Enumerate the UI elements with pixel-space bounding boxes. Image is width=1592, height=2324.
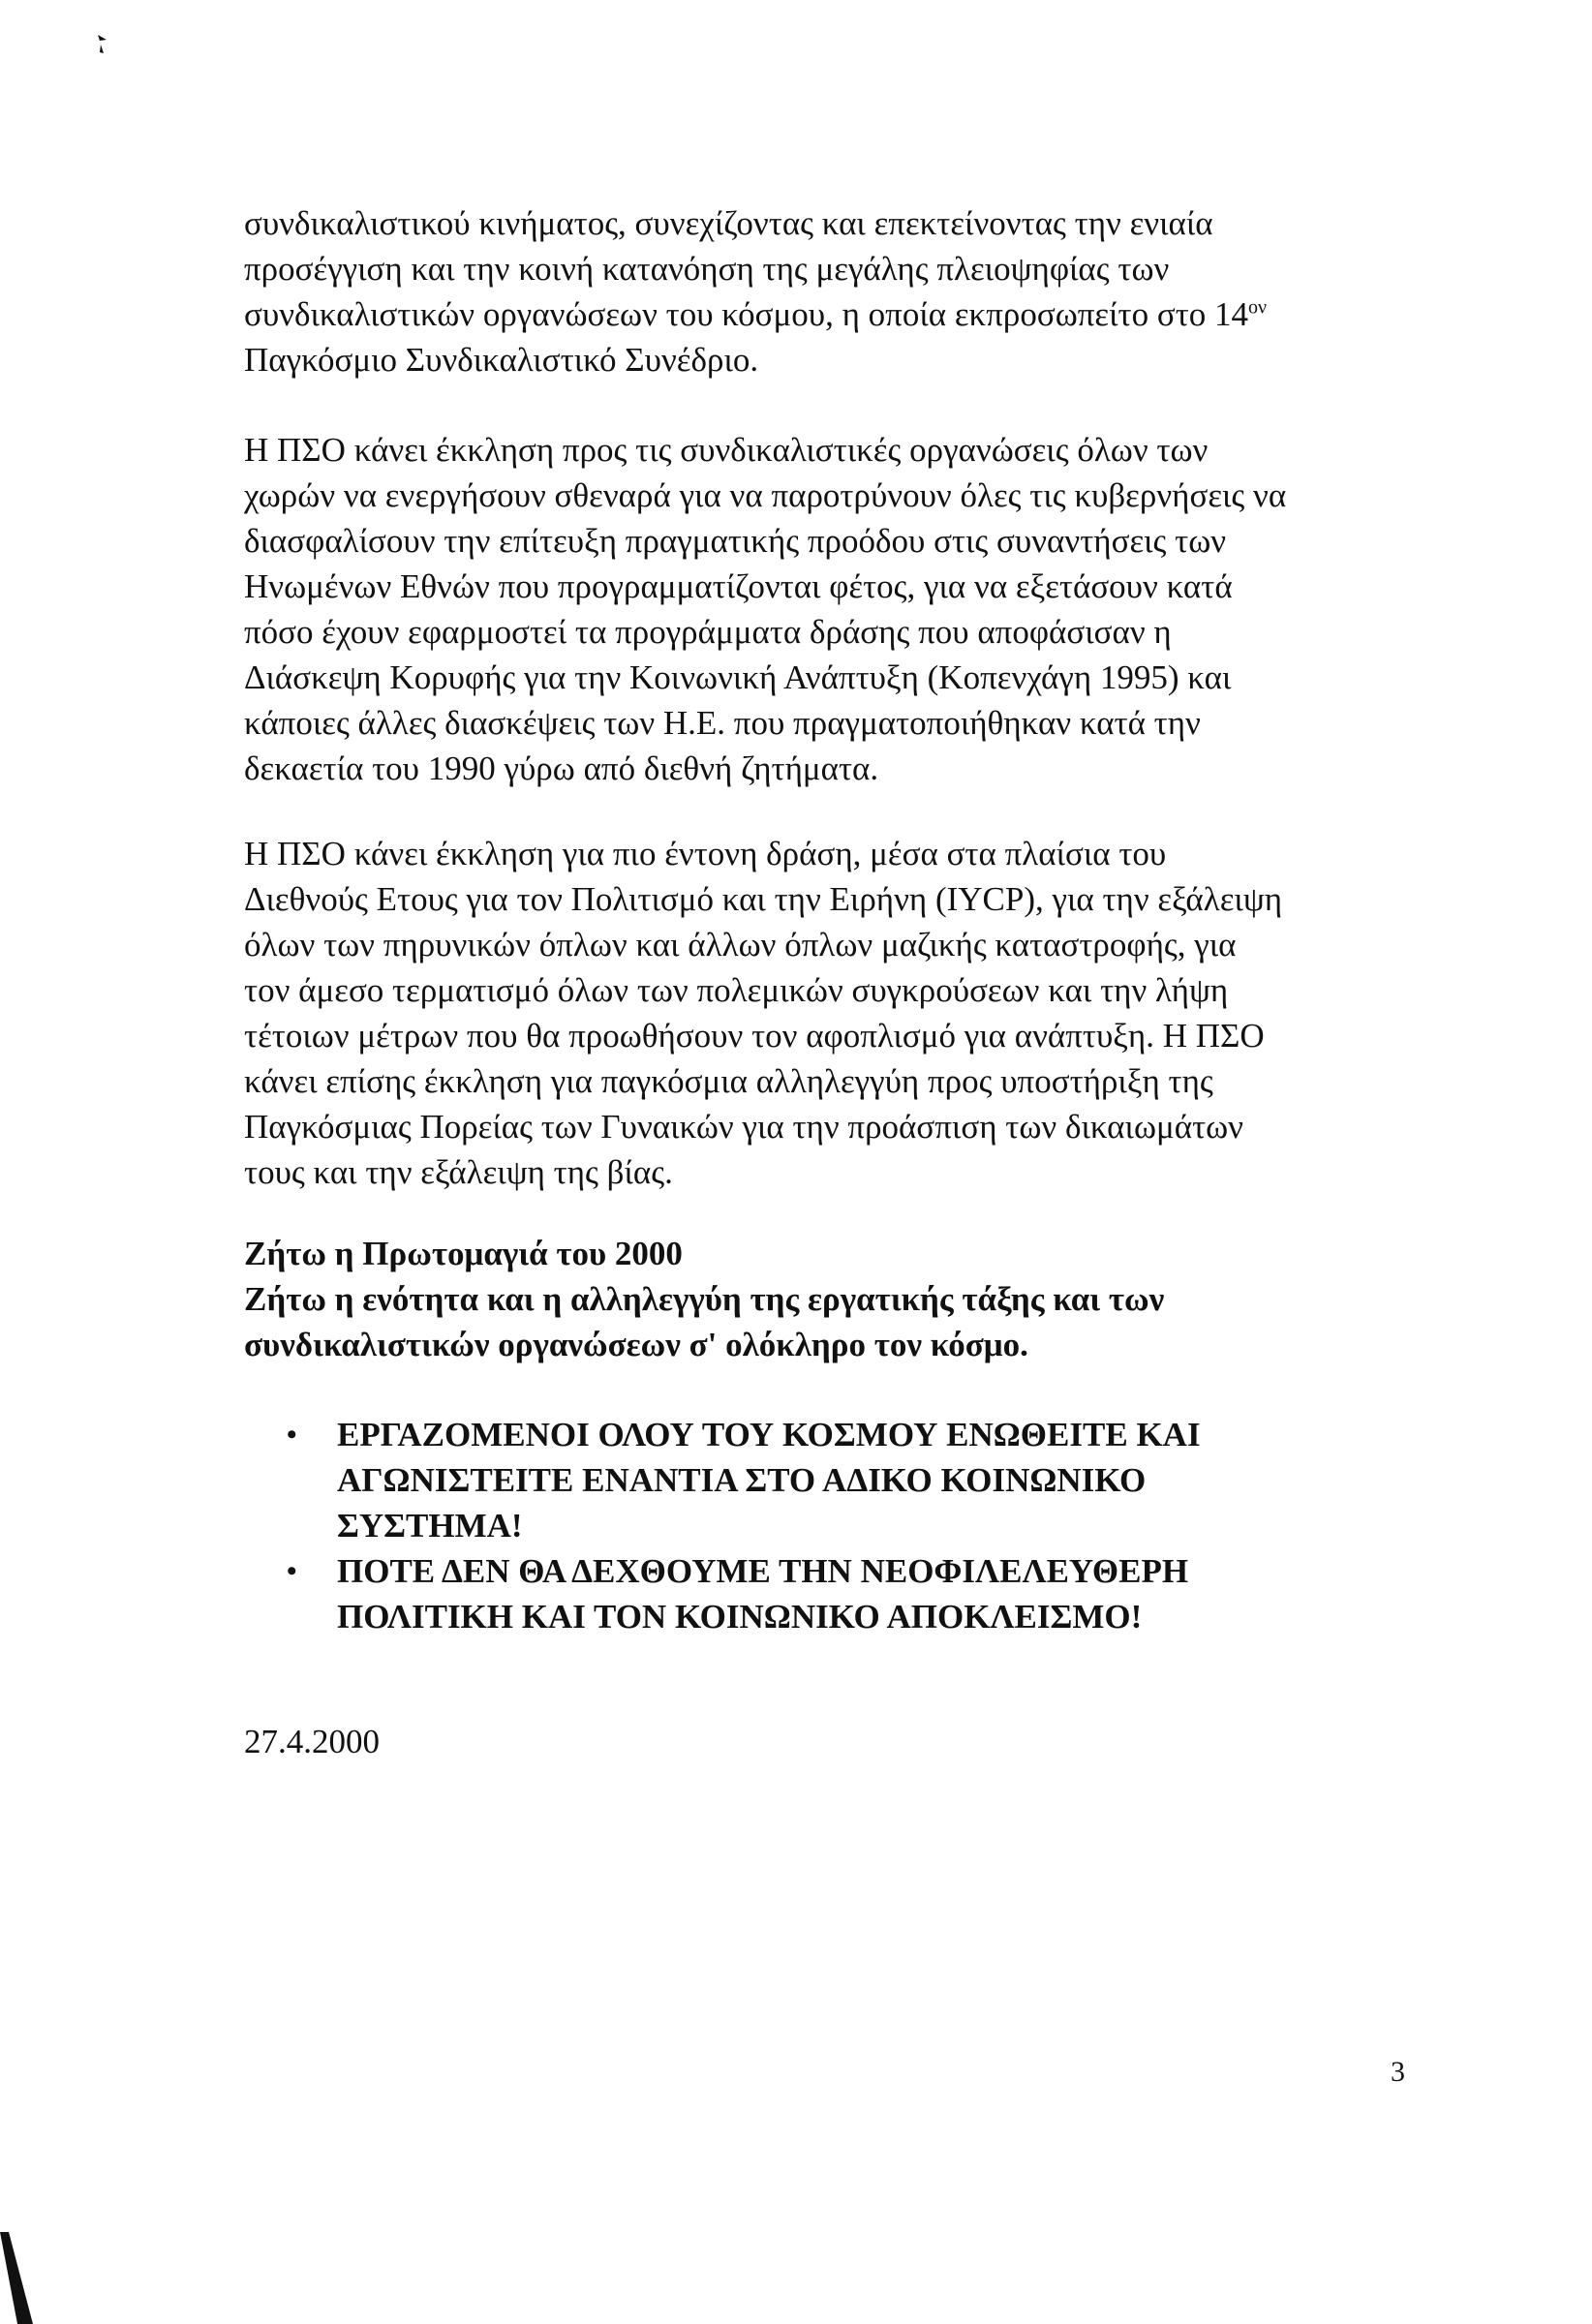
paragraph-line: Η ΠΣΟ κάνει έκκληση για πιο έντονη δράση, μέσα στα πλαίσια του (244, 835, 1167, 872)
paragraph-line: συνδικαλιστικού κινήματος, συνεχίζοντας και επεκτείνοντας την ενιαία (244, 204, 1213, 242)
paragraph-line: όλων των πηρυνικών όπλων και άλλων όπλων μαζικής καταστροφής, για (244, 926, 1237, 963)
slogan-line: ΠΟΛΙΤΙΚΗ ΚΑΙ ΤΟΝ ΚΟΙΝΩΝΙΚΟ ΑΠΟΚΛΕΙΣΜΟ! (337, 1598, 1143, 1636)
slogan-item (244, 1412, 1454, 1548)
paragraph-line: Παγκόσμιο Συνδικαλιστικό Συνέδριο. (244, 341, 759, 379)
paragraph-line: διασφαλίσουν την επίτευξη πραγματικής προόδου στις συναντήσεις των (244, 522, 1227, 560)
paragraph-line: τους και την εξάλειψη της βίας. (244, 1153, 673, 1191)
bullet-icon: • (287, 1419, 297, 1451)
paragraph-line: Διεθνούς Ετους για τον Πολιτισμό και την Ειρήνη (IYCP), για την εξάλειψη (244, 880, 1283, 918)
scan-mark (91, 33, 114, 56)
paragraph-line: δεκαετία του 1990 γύρω από διεθνή ζητήματα. (244, 749, 879, 787)
document-date: 27.4.2000 (244, 1723, 380, 1760)
paragraph-line: κάνει επίσης έκκληση για παγκόσμια αλληλεγγύη προς υποστήριξη της (244, 1062, 1213, 1100)
paragraph-line: Παγκόσμιας Πορείας των Γυναικών για την προάσπιση των δικαιωμάτων (244, 1108, 1244, 1146)
paragraph-un-meetings (244, 427, 1406, 791)
paragraph-line (244, 291, 1406, 337)
paragraph-continuation (244, 200, 1406, 382)
paragraph-line-text: συνδικαλιστικών οργανώσεων του κόσμου, η οποία εκπροσωπείτο στο 14 (244, 295, 1249, 333)
closing-statement (244, 1231, 1406, 1367)
paragraph-line: πόσο έχουν εφαρμοστεί τα προγράμματα δράσης που αποφάσισαν η (244, 613, 1172, 651)
slogan-item (244, 1548, 1454, 1639)
paragraph-line: προσέγγιση και την κοινή κατανόηση της μεγάλης πλειοψηφίας των (244, 250, 1170, 288)
paragraph-line: Διάσκεψη Κορυφής για την Κοινωνική Ανάπτυξη (Κοπενχάγη 1995) και (244, 658, 1232, 696)
closing-line: Ζήτω η Πρωτομαγιά του 2000 (244, 1235, 683, 1272)
paragraph-line: τέτοιων μέτρων που θα προωθήσουν τον αφοπλισμό για ανάπτυξη. Η ΠΣΟ (244, 1017, 1265, 1055)
paragraph-line: τον άμεσο τερματισμό όλων των πολεμικών συγκρούσεων και την λήψη (244, 971, 1229, 1009)
page-number: 3 (1391, 2056, 1405, 2088)
slogan-line: ΠΟΤΕ ΔΕΝ ΘΑ ΔΕΧΘΟΥΜΕ ΤΗΝ ΝΕΟΦΙΛΕΛΕΥΘΕΡΗ (337, 1552, 1189, 1590)
slogan-line: ΣΥΣΤΗΜΑ! (337, 1507, 523, 1544)
ordinal-superscript: ον (1248, 296, 1268, 319)
closing-line: Ζήτω η ενότητα και η αλληλεγγύη της εργατικής τάξης και των (244, 1280, 1165, 1318)
closing-line: συνδικαλιστικών οργανώσεων σ' ολόκληρο τον κόσμο. (244, 1326, 1028, 1363)
paragraph-peace-action (244, 831, 1406, 1195)
slogan-list (244, 1412, 1454, 1639)
bullet-icon: • (287, 1555, 297, 1587)
slogan-line: ΑΓΩΝΙΣΤΕΙΤΕ ΕΝΑΝΤΙΑ ΣΤΟ ΑΔΙΚΟ ΚΟΙΝΩΝΙΚΟ (337, 1461, 1147, 1499)
slogan-line: ΕΡΓΑΖΟΜΕΝΟΙ ΟΛΟΥ ΤΟΥ ΚΟΣΜΟΥ ΕΝΩΘΕΙΤΕ ΚΑΙ (337, 1416, 1201, 1453)
paragraph-line: Η ΠΣΟ κάνει έκκληση προς τις συνδικαλιστικές οργανώσεις όλων των (244, 431, 1209, 469)
paragraph-line: Ηνωμένων Εθνών που προγραμματίζονται φέτος, για να εξετάσουν κατά (244, 567, 1233, 605)
scan-edge-mark (0, 2232, 33, 2324)
paragraph-line: κάποιες άλλες διασκέψεις των Η.Ε. που πραγματοποιήθηκαν κατά την (244, 704, 1201, 742)
paragraph-line: χωρών να ενεργήσουν σθεναρά για να παροτρύνουν όλες τις κυβερνήσεις να (244, 476, 1287, 514)
